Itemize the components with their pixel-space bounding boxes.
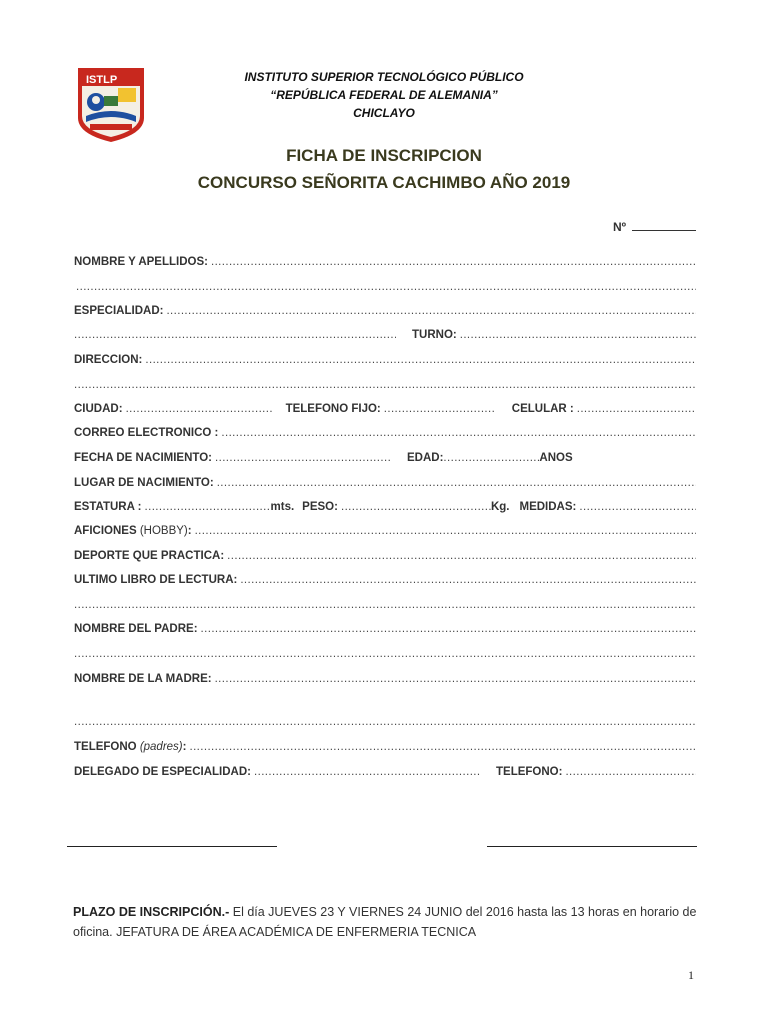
label-padre: NOMBRE DEL PADRE: xyxy=(74,623,198,635)
row-correo xyxy=(74,427,696,443)
label-celular: CELULAR : xyxy=(511,403,574,415)
row-estatura xyxy=(74,501,696,517)
label-mts: mts. xyxy=(270,501,295,513)
label-madre: NOMBRE DE LA MADRE: xyxy=(74,673,212,685)
label-telefono-padres xyxy=(74,741,186,753)
field-celular[interactable] xyxy=(577,403,696,415)
page-number: 1 xyxy=(688,968,694,982)
row-telefono-padres xyxy=(74,741,696,757)
label-direccion: DIRECCION: xyxy=(74,354,143,366)
field-direccion-cont[interactable] xyxy=(74,379,696,391)
label-padres: (padres) xyxy=(139,741,183,753)
label-edad: EDAD: xyxy=(407,452,444,464)
label-correo: CORREO ELECTRÓNICO : xyxy=(74,427,219,439)
field-ultimo-libro[interactable] xyxy=(240,574,696,586)
institute-logo xyxy=(76,66,146,144)
form-number-label: Nº xyxy=(612,220,626,234)
field-madre-cont[interactable] xyxy=(74,716,696,728)
row-turno xyxy=(74,329,696,345)
field-peso[interactable] xyxy=(341,501,491,513)
svg-text:ISTLP: ISTLP xyxy=(86,74,118,86)
field-telefono-delegado[interactable] xyxy=(565,766,696,778)
row-fecha-nac xyxy=(74,452,696,468)
label-delegado: DELEGADO DE ESPECIALIDAD: xyxy=(74,766,251,778)
contest-title: CONCURSO SEÑORITA CACHIMBO AÑO 2019 xyxy=(197,173,571,192)
form-number-blank[interactable] xyxy=(632,218,696,231)
institute-city: CHICLAYO xyxy=(353,106,415,120)
label-peso: PESO: xyxy=(302,501,338,513)
field-madre[interactable] xyxy=(215,673,696,685)
row-direccion xyxy=(74,354,696,370)
label-deporte: DEPORTE QUE PRACTICA: xyxy=(74,550,225,562)
label-telefono-padres-text: TELÉFONO xyxy=(74,741,140,753)
label-ciudad: CIUDAD: xyxy=(74,403,123,415)
field-especialidad-cont[interactable] xyxy=(74,329,396,341)
plazo-text: El día JUEVES 23 Y VIERNES 24 JUNIO del 2016 hasta las 13 horas en horario de oficina. JEFATURA DE ÁREA ACADÉMICA DE ENFERMERIA TECNICA xyxy=(73,905,697,939)
field-medidas[interactable] xyxy=(579,501,696,513)
row-ultimo-libro-cont xyxy=(74,599,696,615)
institute-name-line2: “REPÚBLICA FEDERAL DE ALEMANIA” xyxy=(270,88,498,102)
field-delegado[interactable] xyxy=(254,766,480,778)
label-nombre: NOMBRE Y APELLIDOS: xyxy=(74,256,208,268)
row-deporte xyxy=(74,550,696,566)
row-ciudad xyxy=(74,403,696,419)
label-fecha-nacimiento: FECHA DE NACIMIENTO: xyxy=(74,452,212,464)
field-telefono-padres[interactable] xyxy=(189,741,696,753)
field-nombre[interactable] xyxy=(211,256,696,268)
label-telefono-fijo: TELEFONO FIJO: xyxy=(285,403,381,415)
field-especialidad[interactable] xyxy=(166,305,696,317)
field-deporte[interactable] xyxy=(227,550,696,562)
field-nombre-cont[interactable] xyxy=(76,281,696,293)
label-anos: AÑOS xyxy=(539,452,573,464)
row-especialidad xyxy=(74,305,696,321)
plazo-label: PLAZO DE INSCRIPCIÓN.- xyxy=(73,905,230,919)
plazo-inscripcion xyxy=(73,902,713,942)
label-lugar-nacimiento: LUGAR DE NACIMIENTO: xyxy=(74,477,214,489)
row-aficiones xyxy=(74,525,696,541)
institute-name-line1: INSTITUTO SUPERIOR TECNOLÓGICO PÚBLICO xyxy=(244,70,524,84)
field-lugar-nacimiento[interactable] xyxy=(217,477,696,489)
row-delegado xyxy=(74,766,696,782)
label-ultimo-libro: ULTIMO LIBRO DE LECTURA: xyxy=(74,574,238,586)
field-telefono-fijo[interactable] xyxy=(384,403,496,415)
field-ultimo-libro-cont[interactable] xyxy=(74,599,696,611)
row-padre xyxy=(74,623,696,639)
field-padre[interactable] xyxy=(201,623,696,635)
field-aficiones[interactable] xyxy=(195,525,696,537)
shield-logo-icon xyxy=(76,66,146,144)
row-ultimo-libro xyxy=(74,574,696,590)
label-medidas: MEDIDAS: xyxy=(519,501,577,513)
row-lugar-nac xyxy=(74,477,696,493)
row-madre xyxy=(74,673,696,689)
row-madre-cont xyxy=(74,716,696,732)
row-nombre xyxy=(74,256,696,272)
label-aficiones-text: AFICIONES xyxy=(74,525,140,537)
label-kg: Kg. xyxy=(490,501,510,513)
row-padre-cont xyxy=(74,648,696,664)
field-turno[interactable] xyxy=(460,329,696,341)
field-ciudad[interactable] xyxy=(126,403,272,415)
form-title: FICHA DE INSCRIPCION xyxy=(286,146,482,165)
form-number xyxy=(613,218,696,234)
label-estatura: ESTATURA : xyxy=(74,501,142,513)
field-estatura[interactable] xyxy=(145,501,271,513)
row-direccion-cont xyxy=(74,379,696,395)
field-fecha-nacimiento[interactable] xyxy=(215,452,391,464)
label-telefono-delegado: TELEFONO: xyxy=(496,766,563,778)
field-correo[interactable] xyxy=(221,427,696,439)
signature-line-right[interactable] xyxy=(487,846,697,847)
label-hobby: (HOBBY) xyxy=(139,525,188,537)
label-turno: TURNO: xyxy=(412,329,457,341)
field-direccion[interactable] xyxy=(145,354,696,366)
label-aficiones-colon: : xyxy=(187,525,192,537)
label-especialidad: ESPECIALIDAD: xyxy=(74,305,164,317)
field-edad[interactable] xyxy=(443,452,539,464)
field-padre-cont[interactable] xyxy=(74,648,696,660)
label-aficiones xyxy=(74,525,192,537)
row-nombre-cont xyxy=(74,281,696,297)
label-telefono-padres-colon: : xyxy=(182,741,187,753)
signature-line-left[interactable] xyxy=(67,846,277,847)
